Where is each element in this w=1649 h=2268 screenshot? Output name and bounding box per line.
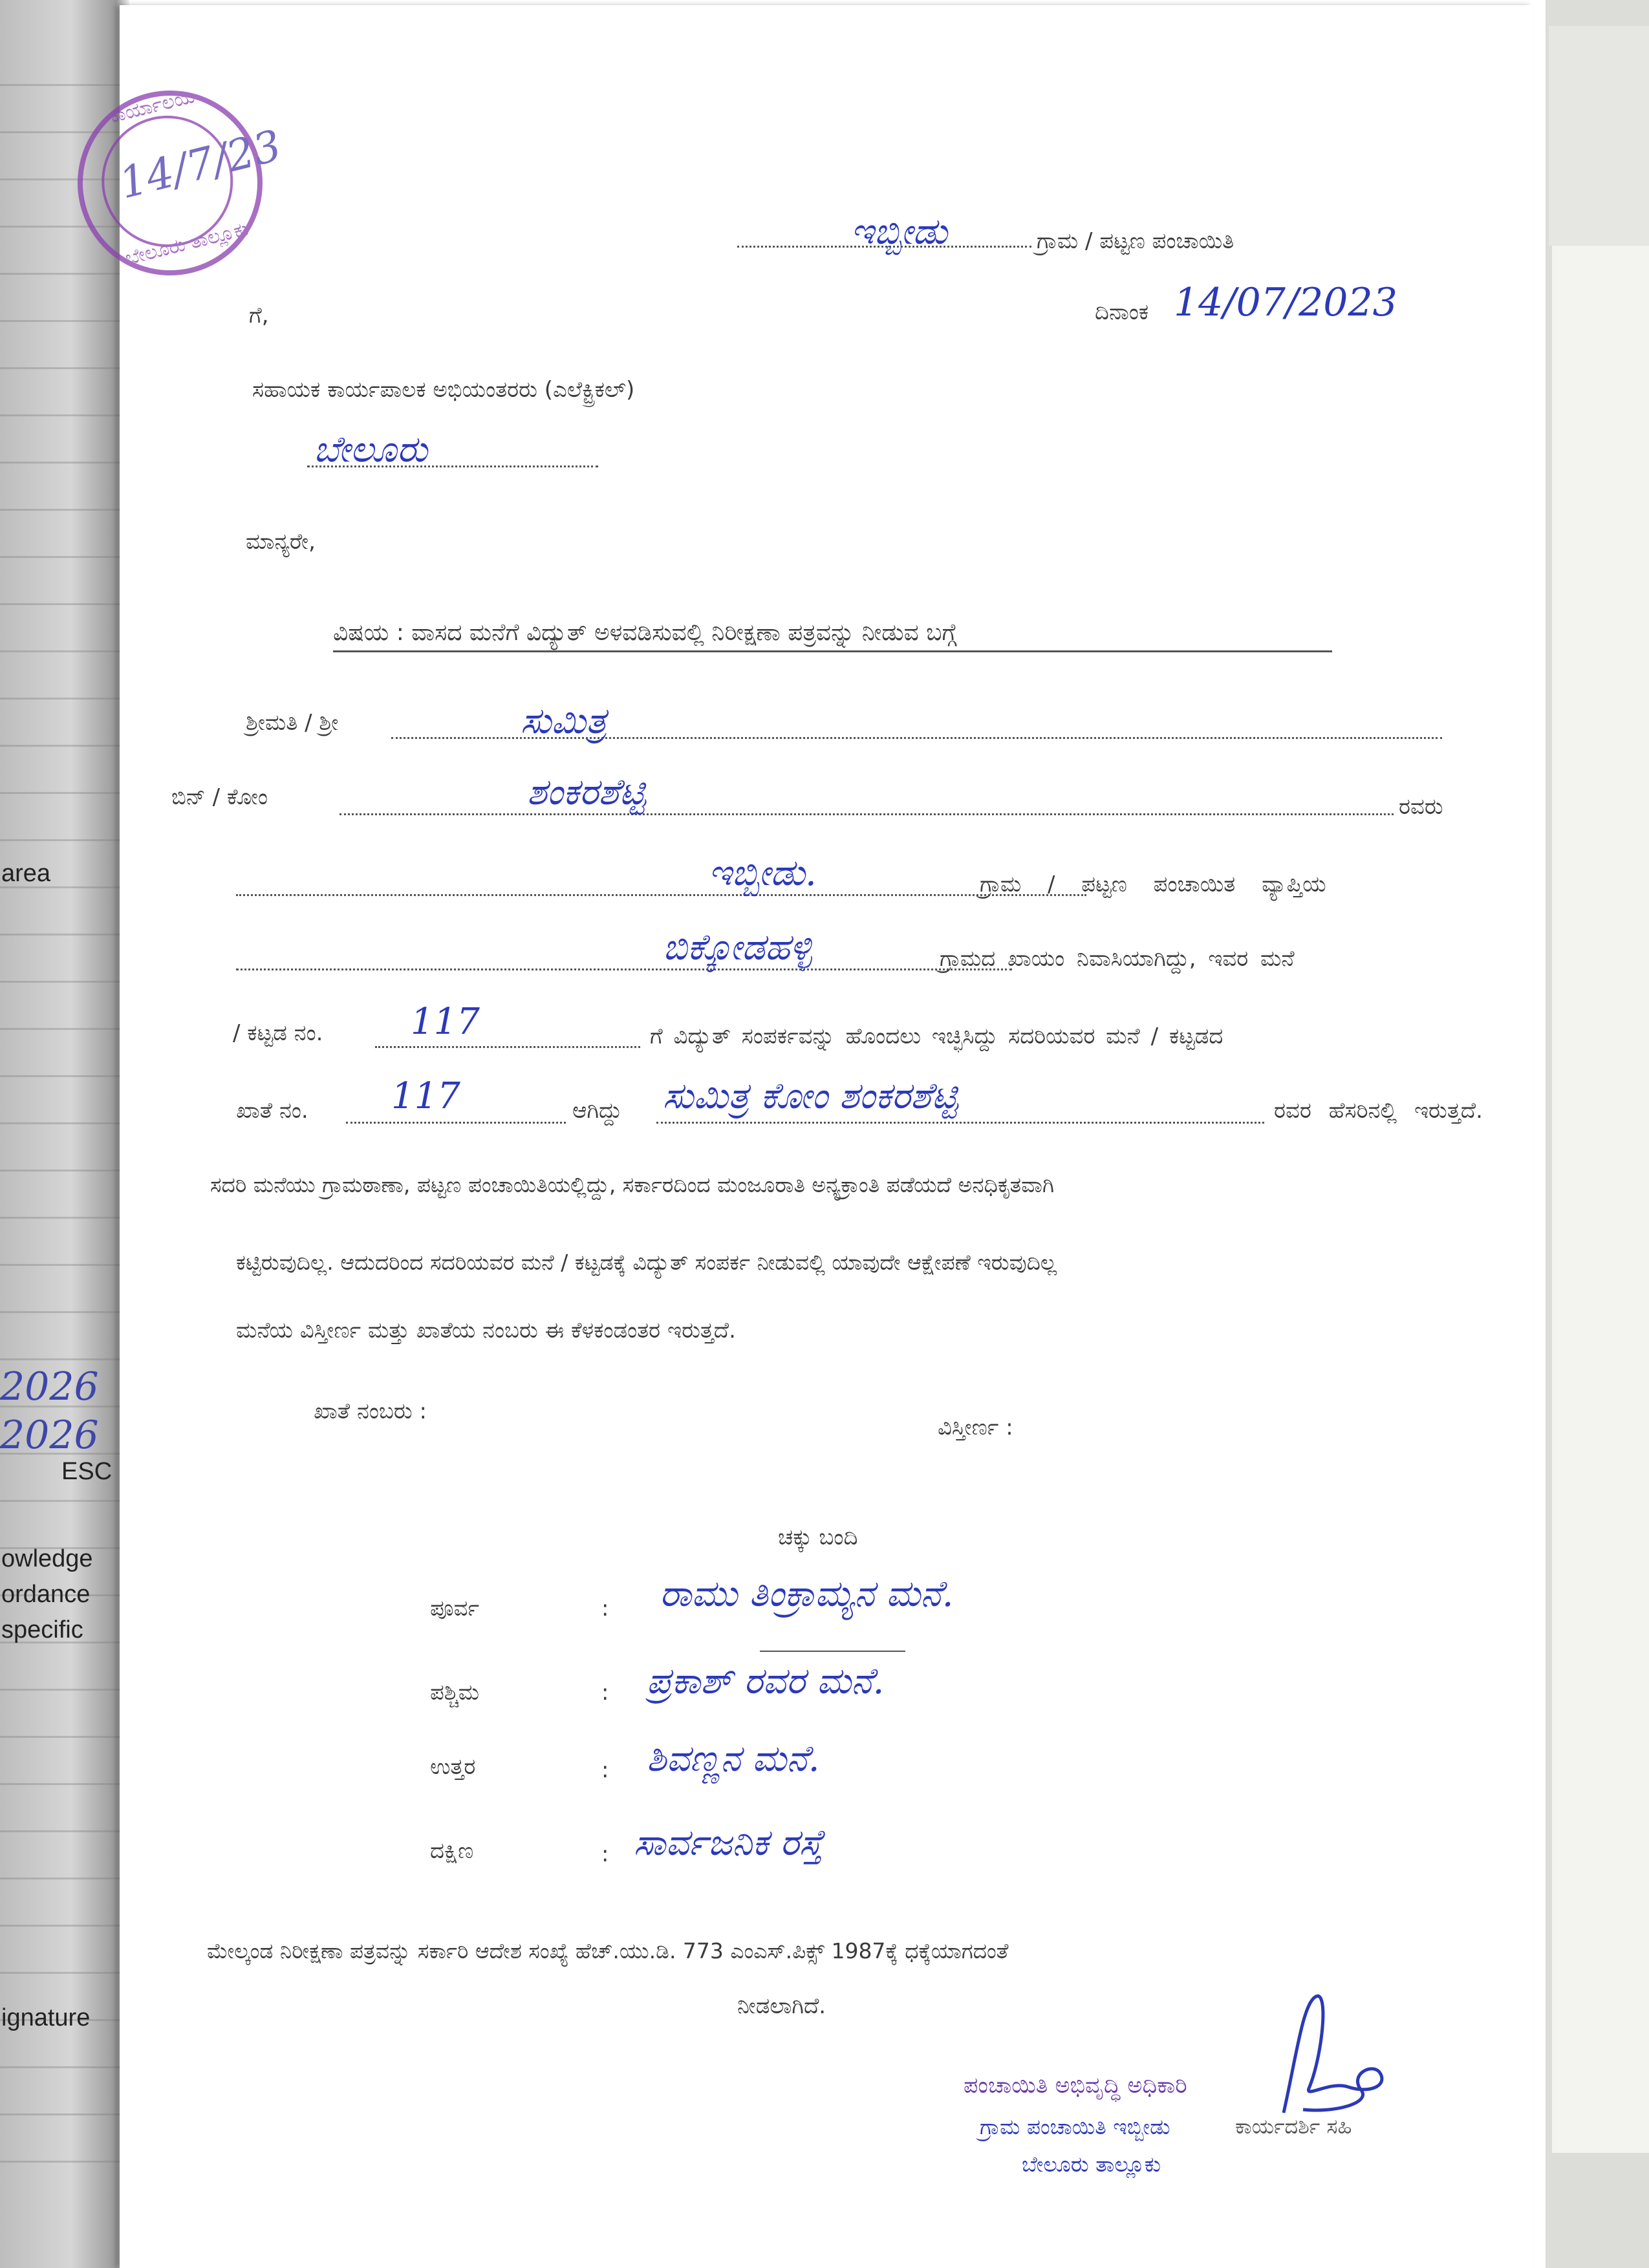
east-underline [760,1651,905,1652]
underlying-text-accordance: ordance [1,1581,91,1608]
north-value: ಶಿವಣ್ಣನ ಮನೆ. [647,1738,820,1780]
building-no-label: / ಕಟ್ಟಡ ನಂ. [233,1020,323,1046]
underlying-ruled-lines [0,39,129,2172]
shrimati-label: ಶ್ರೀಮತಿ / ಶ್ರೀ [246,710,339,736]
building-no: 117 [411,1001,480,1043]
east-value: ರಾಮು ತಿಂಕ್ರಾಮ್ಯನ ಮನೆ. [660,1573,954,1615]
to-label: ಗೆ, [249,303,269,328]
background-paper-right-top [1549,26,1649,246]
date-value: 14/07/2023 [1174,280,1397,325]
east-colon: : [601,1596,609,1621]
building-no-dotline [375,1046,640,1048]
underlying-text-signature: ignature [1,2004,91,2031]
recipient-title: ಸಹಾಯಕ ಕಾರ್ಯಪಾಲಕ ಅಭಿಯಂತರರು (ಎಲೆಕ್ಟ್ರಿಕಲ್) [252,377,635,403]
owner-name: ಸುಮಿತ್ರ ಕೋಂ ಶಂಕರಶೆಟ್ಟಿ [663,1075,958,1117]
west-value: ಪ್ರಕಾಶ್ ರವರ ಮನೆ. [647,1660,885,1702]
underlying-page [0,0,133,2268]
husband-name: ಶಂಕರಶೆಟ್ಟಿ [527,771,646,813]
underlying-text-specific: specific [1,1616,83,1643]
south-label: ದಕ್ಷಿಣ [430,1838,474,1864]
body-line-9: ಮನೆಯ ವಿಸ್ತೀರ್ಣ ಮತ್ತು ಖಾತೆಯ ನಂಬರು ಈ ಕೆಳಕಂಡಂತರ ಇರುತ್ತದೆ. [236,1318,736,1343]
north-colon: : [601,1757,609,1783]
aagiddu-text: ಆಗಿದ್ದು [572,1098,622,1124]
owner-suffix-text: ರವರ ಹೆಸರಿನಲ್ಲಿ ಇರುತ್ತದೆ. [1274,1098,1483,1124]
underlying-text-knowledge: owledge [1,1545,93,1572]
subject-underline [333,650,1332,652]
stamp-top-text: ಕಾರ್ಯಾಲಯ [107,85,197,128]
date-label: ದಿನಾಂಕ [1095,299,1149,325]
area-label: ವಿಸ್ತೀರ್ಣ : [938,1415,1013,1440]
subject-line: ವಿಷಯ : ವಾಸದ ಮನೆಗೆ ವಿದ್ಯುತ್ ಅಳವಡಿಸುವಲ್ಲಿ ನಿರೀಕ್ಷಣಾ ಪತ್ರವನ್ನು ನೀಡುವ ಬಗ್ಗೆ [333,619,957,646]
closing-line-2: ನೀಡಲಾಗಿದೆ. [737,1993,826,2019]
signatory-taluk: ಬೇಲೂರು ತಾಲ್ಲೂಕು [1022,2152,1161,2177]
body-line-7: ಸದರಿ ಮನೆಯು ಗ್ರಾಮಠಾಣಾ, ಪಟ್ಟಣ ಪಂಚಾಯಿತಿಯಲ್ಲಿದ್ದು, ಸರ್ಕಾರದಿಂದ ಮಂಜೂರಾತಿ ಅನ್ಯಕ್ರಾಂತಿ ಪಡೆಯದೆ ಅನಧಿಕೃತವಾಗಿ [210,1172,1055,1197]
connection-text: ಗೆ ವಿದ್ಯುತ್ ಸಂಪರ್ಕವನ್ನು ಹೊಂದಲು ಇಚ್ಛಿಸಿದ್ದು ಸದರಿಯವರ ಮನೆ / ಕಟ್ಟಡದ [650,1023,1223,1049]
stamp-date: 14/7/23 [114,120,286,209]
ravaru-label: ರವರು [1399,794,1443,820]
panchayat-jurisdiction-text: ಗ್ರಾಮ / ಪಟ್ಟಣ ಪಂಚಾಯಿತ ವ್ಯಾಪ್ತಿಯ [980,872,1326,897]
underlying-year-1: 2026 [0,1364,99,1409]
applicant-name: ಸುಮಿತ್ರ [521,700,607,742]
body-line-8: ಕಟ್ಟಿರುವುದಿಲ್ಲ. ಆದುದರಿಂದ ಸದರಿಯವರ ಮನೆ / ಕಟ್ಟಡಕ್ಕೆ ವಿದ್ಯುತ್ ಸಂಪರ್ಕ ನೀಡುವಲ್ಲಿ ಯಾವುದೇ ಆಕ್ಷೇಪಣೆ ಇರುವುದಿಲ್ಲ [236,1250,1057,1275]
hamlet-name: ಬಿಕ್ಕೋಡಹಳ್ಳಿ [663,926,812,968]
bin-kom-label: ಬಿನ್ / ಕೋಂ [171,784,268,810]
village-dotline-2 [236,894,1086,896]
west-label: ಪಶ್ಚಿಮ [430,1680,480,1706]
closing-line-1: ಮೇಲ್ಕಂಡ ನಿರೀಕ್ಷಣಾ ಪತ್ರವನ್ನು ಸರ್ಕಾರಿ ಆದೇಶ ಸಂಖ್ಯೆ ಹೆಚ್.ಯು.ಡಿ. 773 ಎಂಎಸ್.ಪಿಕ್ಸ್ 1987ಕ್ಕೆ ಧಕ್ಕೆಯಾಗದಂತೆ [207,1938,1009,1963]
panchayat-label: ಗ್ರಾಮ / ಪಟ್ಟಣ ಪಂಚಾಯಿತಿ [1037,228,1234,254]
khata-no: 117 [391,1075,460,1117]
underlying-text-area: area [1,860,51,887]
west-colon: : [601,1680,609,1706]
husband-dotline [339,813,1394,815]
north-label: ಉತ್ತರ [430,1754,476,1780]
underlying-text-esc: ESC [61,1458,113,1485]
boundary-heading: ಚಕ್ಕು ಬಂದಿ [778,1524,858,1550]
resident-text: ಗ್ರಾಮದ ಖಾಯಂ ನಿವಾಸಿಯಾಗಿದ್ದು, ಇವರ ಮನೆ [940,946,1295,972]
letter-page [120,5,1533,2268]
salutation: ಮಾನ್ಯರೇ, [246,529,316,555]
khata-no-label: ಖಾತೆ ನಂ. [236,1098,308,1124]
signatory-secretary: ಕಾರ್ಯದರ್ಶಿ ಸಹಿ [1235,2114,1352,2139]
khata-number-label: ಖಾತೆ ನಂಬರು : [314,1398,427,1424]
khata-no-dotline [346,1122,566,1124]
officer-signature [1258,1977,1413,2132]
background-paper-right-lower [1552,246,1649,2153]
owner-dotline [656,1122,1264,1124]
signatory-office: ಗ್ರಾಮ ಪಂಚಾಯಿತಿ ಇಬ್ಬೀಡು [980,2114,1170,2139]
village-handwritten: ಇಬ್ಬೀಡು [850,211,948,253]
signatory-title: ಪಂಚಾಯಿತಿ ಅಭಿವೃದ್ಧಿ ಅಧಿಕಾರಿ [964,2073,1187,2099]
south-colon: : [601,1841,609,1867]
south-value: ಸಾರ್ವಜನಿಕ ರಸ್ತೆ [634,1822,823,1864]
stamp-bottom-text: ಬೇಲೂರು ತಾಲ್ಲೂಕು [123,217,252,270]
village-name-2: ಇಬ್ಬೀಡು. [708,852,817,894]
east-label: ಪೂರ್ವ [430,1596,480,1621]
underlying-year-2: 2026 [0,1413,99,1458]
recipient-place: ಬೇಲೂರು [314,429,428,471]
hamlet-dotline [236,968,1012,970]
